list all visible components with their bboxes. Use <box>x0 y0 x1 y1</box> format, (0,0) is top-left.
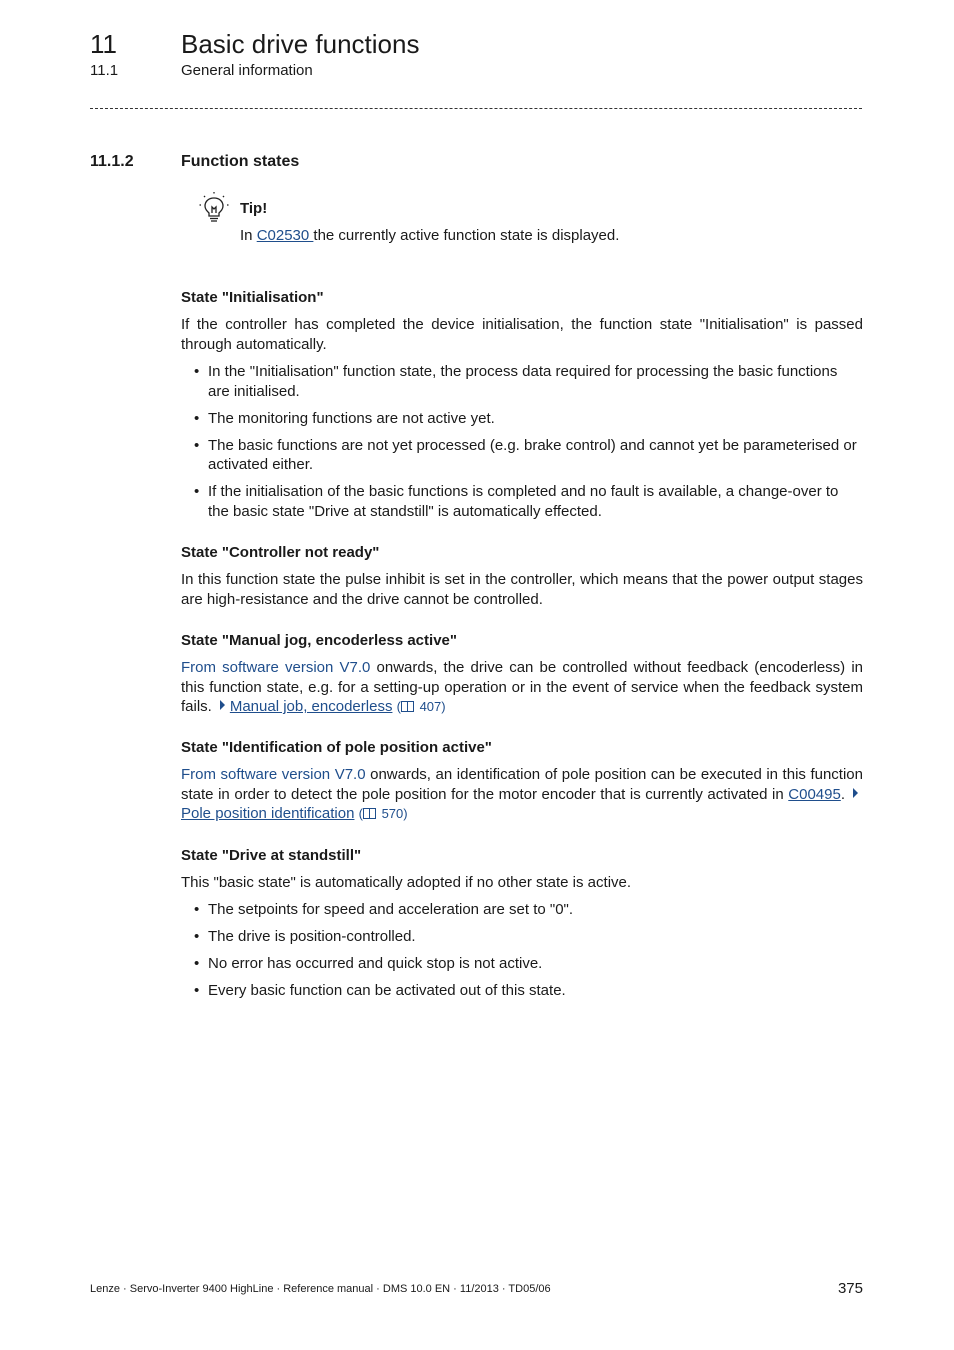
footer-text: Lenze · Servo-Inverter 9400 HighLine · Reference manual · DMS 10.0 EN · 11/2013 · TD05/06 <box>90 1283 551 1295</box>
chapter-number: 11 <box>90 29 117 59</box>
paragraph-standstill: This "basic state" is automatically adopted if no other state is active. <box>181 874 632 891</box>
subsection-number: 11.1.2 <box>90 153 134 170</box>
heading-pole-position: State "Identification of pole position active" <box>181 739 492 756</box>
page-reference: ( 407) <box>396 699 446 714</box>
list-item: • No error has occurred and quick stop is not active. <box>181 954 863 974</box>
list-item: • The monitoring functions are not active yet. <box>181 409 863 429</box>
chapter-title: Basic drive functions <box>181 29 420 59</box>
paragraph-not-ready: In this function state the pulse inhibit is set in the controller, which means that the power output stages are high-resistance and the drive cannot be controlled. <box>181 571 863 608</box>
heading-standstill: State "Drive at standstill" <box>181 847 362 864</box>
page-reference: ( 570) <box>358 806 408 821</box>
lightbulb-icon <box>196 192 232 224</box>
page-number: 375 <box>837 1280 863 1297</box>
list-item: • In the "Initialisation" function state, the process data required for processing the basic functions are initialised. <box>181 362 863 401</box>
header-divider <box>90 108 862 109</box>
book-icon <box>363 808 376 819</box>
paragraph-initialisation: If the controller has completed the device initialisation, the function state "Initialisation" is passed through automatically. <box>181 316 863 353</box>
initialisation-bullet-list <box>181 362 863 521</box>
tip-text: In C02530 the currently active function state is displayed. <box>240 227 620 244</box>
xref-manual-jog[interactable]: Manual job, encoderless <box>229 698 393 715</box>
list-item: • The setpoints for speed and acceleration are set to "0". <box>181 900 863 920</box>
section-initialisation <box>181 288 863 308</box>
section-number: 11.1 <box>90 62 119 79</box>
parameter-link-c00495[interactable]: C00495 <box>788 785 841 803</box>
paragraph-pole-position: From software version V7.0 onwards, an identification of pole position can be executed in this function state in order to detect the pole position for the motor encoder that is currently activated in C00495.Pole position identification ( 570) <box>181 766 863 822</box>
paragraph-manual-jog: From software version V7.0 onwards, the drive can be controlled without feedback (encoderless) in this function state, e.g. for a setting-up operation or in the event of service when the feedback system fails. Manual job, encoderless ( 407) <box>181 659 863 715</box>
tip-label: Tip! <box>240 200 268 217</box>
version-note: From software version V7.0 <box>181 659 371 676</box>
subsection-title: Function states <box>181 153 300 170</box>
standstill-bullet-list <box>181 900 863 1001</box>
list-item: • The basic functions are not yet processed (e.g. brake control) and cannot yet be parameterised or activated either. <box>181 436 863 475</box>
xref-pole-position[interactable]: Pole position identification <box>181 805 355 822</box>
arrow-right-icon <box>220 700 225 710</box>
parameter-link-c02530[interactable]: C02530 <box>256 227 314 244</box>
section-title: General information <box>181 62 313 79</box>
book-icon <box>401 701 414 712</box>
arrow-right-icon <box>853 788 858 798</box>
heading-initialisation: State "Initialisation" <box>181 289 324 306</box>
heading-not-ready: State "Controller not ready" <box>181 544 380 561</box>
list-item: • If the initialisation of the basic functions is completed and no fault is available, a change-over to the basic state "Drive at standstill" is automatically effected. <box>181 482 863 521</box>
heading-manual-jog: State "Manual jog, encoderless active" <box>181 632 457 649</box>
list-item: • The drive is position-controlled. <box>181 927 863 947</box>
version-note: From software version V7.0 <box>181 766 366 783</box>
list-item: • Every basic function can be activated out of this state. <box>181 981 863 1001</box>
